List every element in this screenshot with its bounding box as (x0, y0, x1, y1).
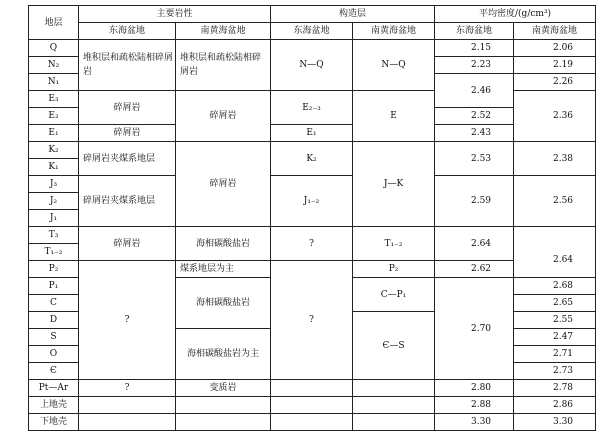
tect-syb-cams: Є—S (353, 312, 435, 380)
dens-ecs-n1-e3: 2.46 (435, 74, 514, 108)
stratum-j1: J₁ (29, 210, 79, 227)
stratum-p1: P₁ (29, 278, 79, 295)
dens-syb-lower-crust: 3.30 (514, 414, 596, 431)
dens-syb-q: 2.06 (514, 40, 596, 57)
lith-syb-k-j: 碎屑岩 (176, 142, 271, 227)
tect-syb-t: T₁₋₂ (353, 227, 435, 261)
dens-ecs-e2: 2.52 (435, 108, 514, 125)
dens-syb-t3-blank (514, 227, 596, 244)
lith-syb-s-cam: 海相碳酸盐岩为主 (176, 329, 271, 380)
dens-syb-upper-crust: 2.86 (514, 397, 596, 414)
tect-ecs-j12: J₁₋₂ (271, 176, 353, 227)
lith-syb-p1-d: 海相碳酸盐岩 (176, 278, 271, 329)
stratum-j3: J₃ (29, 176, 79, 193)
stratum-k2: K₂ (29, 142, 79, 159)
stratum-lower-crust: 下地壳 (29, 414, 79, 431)
lith-syb-p2: 煤系地层为主 (176, 261, 271, 278)
tect-syb-e: E (353, 91, 435, 142)
dens-ecs-q: 2.15 (435, 40, 514, 57)
stratum-k1: K₁ (29, 159, 79, 176)
lith-ecs-j: 碎屑岩夹煤系地层 (79, 176, 176, 227)
header-avg-density: 平均密度/(g/cm³) (435, 6, 596, 23)
stratum-c: C (29, 295, 79, 312)
stratum-e1: E₁ (29, 125, 79, 142)
lith-syb-e: 碎屑岩 (176, 91, 271, 142)
dens-syb-cambrian: 2.73 (514, 363, 596, 380)
tect-ecs-p-o: ? (271, 261, 353, 380)
lith-syb-upper-blank (176, 397, 271, 414)
lith-ecs-k: 碎屑岩夹煤系地层 (79, 142, 176, 176)
header-dens-syb: 南黄海盆地 (514, 23, 596, 40)
lith-syb-t: 海相碳酸盐岩 (176, 227, 271, 261)
header-tectonic-layer: 构造层 (271, 6, 435, 23)
tect-ecs-lower-blank (271, 414, 353, 431)
stratum-e3: E₃ (29, 91, 79, 108)
tect-syb-lower-blank (353, 414, 435, 431)
header-tect-syb: 南黄海盆地 (353, 23, 435, 40)
stratum-t3: T₃ (29, 227, 79, 244)
dens-syb-t: 2.64 (514, 244, 596, 278)
stratum-j2: J₂ (29, 193, 79, 210)
stratum-p2: P₂ (29, 261, 79, 278)
lith-ecs-upper-blank (79, 397, 176, 414)
dens-syb-p1: 2.68 (514, 278, 596, 295)
stratum-n2: N₂ (29, 57, 79, 74)
stratum-q: Q (29, 40, 79, 57)
dens-ecs-lower-crust: 3.30 (435, 414, 514, 431)
tect-ecs-e23: E₂₋₃ (271, 91, 353, 125)
stratum-e2: E₂ (29, 108, 79, 125)
tect-syb-pt-ar-blank (353, 380, 435, 397)
dens-syb-j: 2.56 (514, 176, 596, 227)
header-stratum: 地层 (29, 6, 79, 40)
tect-syb-p2: P₂ (353, 261, 435, 278)
dens-syb-e: 2.36 (514, 91, 596, 142)
dens-ecs-j: 2.59 (435, 176, 514, 227)
dens-ecs-p1-cam: 2.70 (435, 278, 514, 380)
header-tect-ecs: 东海盆地 (271, 23, 353, 40)
stratum-n1: N₁ (29, 74, 79, 91)
dens-syb-n1: 2.26 (514, 74, 596, 91)
tect-ecs-pt-ar-blank (271, 380, 353, 397)
stratum-pt-ar: Pt—Ar (29, 380, 79, 397)
tect-ecs-upper-blank (271, 397, 353, 414)
header-dens-ecs: 东海盆地 (435, 23, 514, 40)
dens-ecs-pt-ar: 2.80 (435, 380, 514, 397)
strata-density-table (28, 5, 596, 431)
lith-ecs-e3-e2: 碎屑岩 (79, 91, 176, 125)
lith-ecs-t: 碎屑岩 (79, 227, 176, 261)
stratum-cambrian: Є (29, 363, 79, 380)
header-lith-ecs: 东海盆地 (79, 23, 176, 40)
dens-syb-c: 2.65 (514, 295, 596, 312)
dens-ecs-t: 2.64 (435, 227, 514, 261)
dens-ecs-p2: 2.62 (435, 261, 514, 278)
dens-syb-n2: 2.19 (514, 57, 596, 74)
stratum-d: D (29, 312, 79, 329)
dens-syb-o: 2.71 (514, 346, 596, 363)
lith-syb-lower-blank (176, 414, 271, 431)
header-lith-syb: 南黄海盆地 (176, 23, 271, 40)
lith-ecs-lower-blank (79, 414, 176, 431)
lith-syb-q-n: 堆积层和疏松陆相碎屑岩 (176, 40, 271, 91)
tect-syb-cp: C—P₁ (353, 278, 435, 312)
tect-ecs-nq: N—Q (271, 40, 353, 91)
dens-syb-pt-ar: 2.78 (514, 380, 596, 397)
lith-ecs-e1: 碎屑岩 (79, 125, 176, 142)
dens-ecs-n2: 2.23 (435, 57, 514, 74)
dens-syb-d: 2.55 (514, 312, 596, 329)
stratum-s: S (29, 329, 79, 346)
lith-ecs-q-n: 堆积层和疏松陆相碎屑岩 (79, 40, 176, 91)
dens-ecs-upper-crust: 2.88 (435, 397, 514, 414)
stratum-upper-crust: 上地壳 (29, 397, 79, 414)
tect-syb-jk: J—K (353, 142, 435, 227)
tect-ecs-t: ? (271, 227, 353, 261)
dens-ecs-e1: 2.43 (435, 125, 514, 142)
tect-ecs-e1: E₁ (271, 125, 353, 142)
tect-syb-nq: N—Q (353, 40, 435, 91)
stratum-o: O (29, 346, 79, 363)
lith-syb-pt-ar: 变质岩 (176, 380, 271, 397)
lith-ecs-pt-ar: ? (79, 380, 176, 397)
dens-ecs-k: 2.53 (435, 142, 514, 176)
stratum-t12: T₁₋₂ (29, 244, 79, 261)
header-main-lithology: 主要岩性 (79, 6, 271, 23)
dens-syb-k: 2.38 (514, 142, 596, 176)
strata-density-table-container (28, 5, 595, 431)
dens-syb-s: 2.47 (514, 329, 596, 346)
tect-syb-upper-blank (353, 397, 435, 414)
tect-ecs-k2: K₂ (271, 142, 353, 176)
lith-ecs-p-o: ? (79, 261, 176, 380)
